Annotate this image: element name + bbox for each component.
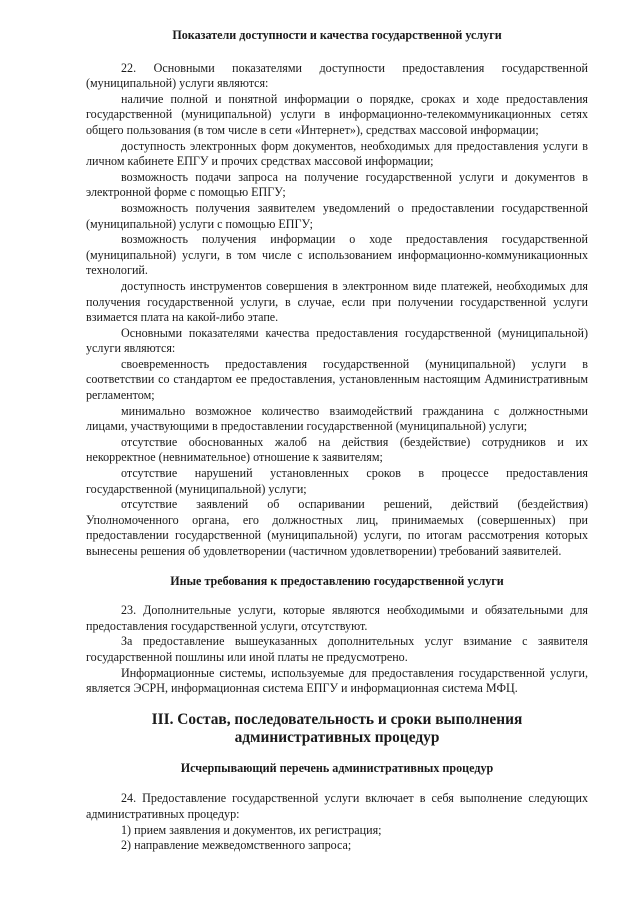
- paragraph: возможность получения заявителем уведомлений о предоставлении государственной (муниципальной) услуги с помощью ЕПГУ;: [86, 200, 588, 231]
- chapter-heading-iii: III. Состав, последовательность и сроки выполнения административных процедур: [151, 710, 523, 746]
- section-heading-accessibility: Показатели доступности и качества государственной услуги: [172, 28, 502, 42]
- paragraph-24: 24. Предоставление государственной услуги включает в себя выполнение следующих административных процедур:: [86, 791, 588, 821]
- paragraph: доступность электронных форм документов, необходимых для предоставления услуги в личном кабинете ЕПГУ и прочих средствах массовой информации;: [86, 138, 588, 169]
- paragraph: минимально возможное количество взаимодействий гражданина с должностными лицами, участвующими в предоставлении государственной (муниципальной) услуги;: [86, 403, 588, 434]
- list-item: 2) направление межведомственного запроса;: [121, 838, 352, 853]
- document-page: [86, 28, 588, 854]
- paragraph: отсутствие обоснованных жалоб на действия (бездействие) сотрудников и их некорректное (невнимательное) отношение к заявителям;: [86, 434, 588, 465]
- section-heading-other-requirements: Иные требования к предоставлению государственной услуги: [170, 573, 504, 588]
- list-item: 1) прием заявления и документов, их регистрация;: [121, 822, 382, 837]
- paragraph-23: 23. Дополнительные услуги, которые являются необходимыми и обязательными для предоставления государственной услуги, отсутствуют.: [86, 603, 588, 633]
- paragraph: наличие полной и понятной информации о порядке, сроках и ходе предоставления государственной (муниципальной) услуги в информационно-телекоммуникационных сетях общего пользования (в том числе в сети «Интернет»), средствах массовой информации;: [86, 91, 588, 137]
- paragraph-22: 22. Основными показателями доступности предоставления государственной (муниципальной) услуги являются:: [86, 60, 588, 91]
- section-heading-procedures: Исчерпывающий перечень административных процедур: [180, 760, 494, 775]
- paragraph: отсутствие заявлений об оспаривании решений, действий (бездействия) Уполномоченного органа, его должностных лиц, принимаемых (совершенных) при предоставлении государственной (муниципальной) услуги, по итогам рассмотрения которых вынесены решения об удовлетворении (частичном удовлетворении) требований заявителей.: [86, 497, 588, 558]
- paragraph: отсутствие нарушений установленных сроков в процессе предоставления государственной (муниципальной) услуги;: [86, 466, 588, 496]
- paragraph: доступность инструментов совершения в электронном виде платежей, необходимых для получения государственной услуги, в случае, если при получении государственной услуги взимается плата на какой-либо этапе.: [86, 278, 588, 325]
- paragraph: своевременность предоставления государственной (муниципальной) услуги в соответствии со стандартом ее предоставления, установленным настоящим Административным регламентом;: [86, 356, 588, 403]
- paragraph: возможность получения информации о ходе предоставления государственной (муниципальной) услуги, в том числе с использованием информационно-коммуникационных технологий.: [86, 232, 588, 278]
- paragraph: Информационные системы, используемые для предоставления государственной услуги, является ЭСРН, информационная система ЕПГУ и информационная система МФЦ.: [86, 665, 588, 696]
- paragraph: За предоставление вышеуказанных дополнительных услуг взимание с заявителя государственной пошлины или иной платы не предусмотрено.: [86, 634, 588, 664]
- paragraph: Основными показателями качества предоставления государственной (муниципальной) услуги являются:: [86, 325, 588, 356]
- paragraph: возможность подачи запроса на получение государственной услуги и документов в электронной форме с помощью ЕПГУ;: [86, 169, 588, 200]
